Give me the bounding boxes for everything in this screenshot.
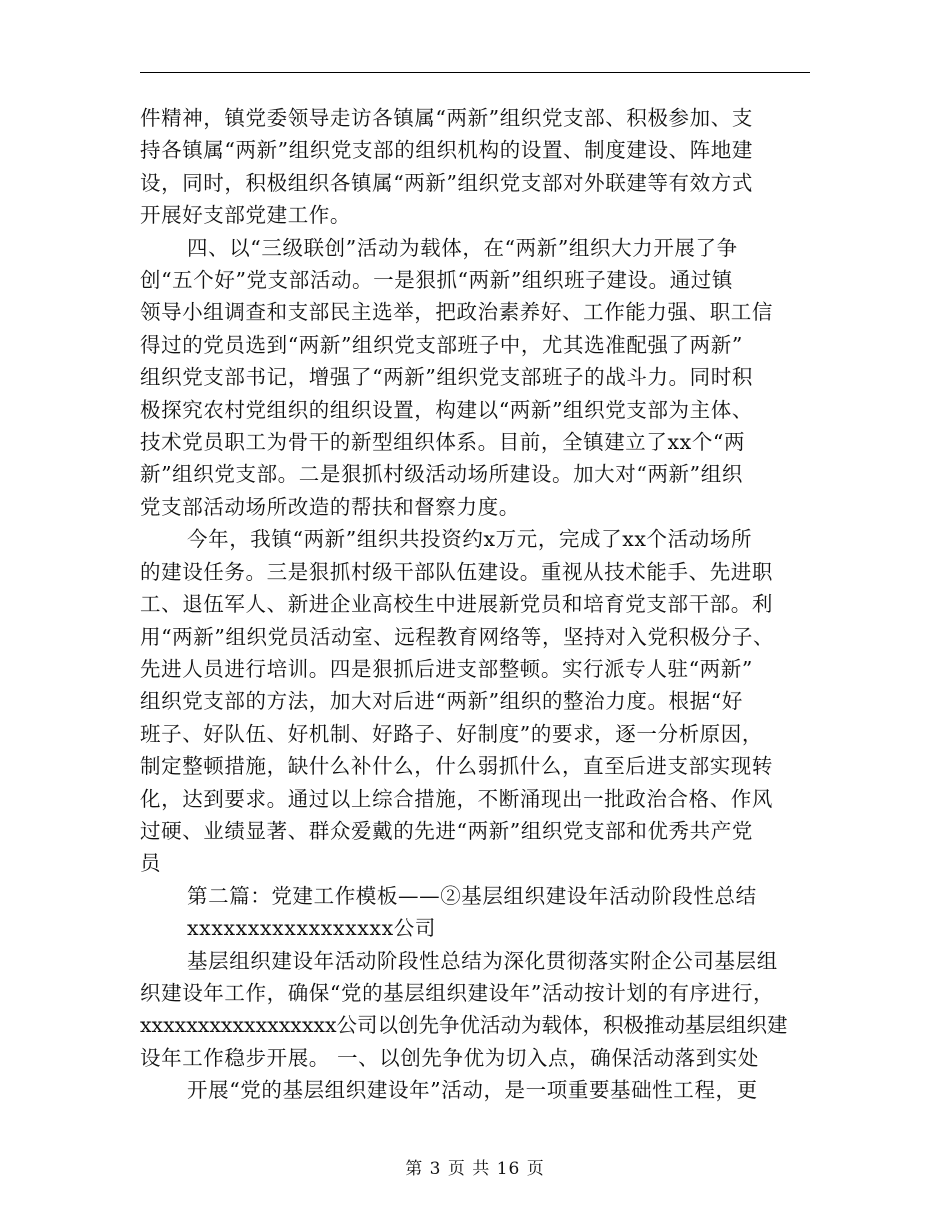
text-line: 第二篇：党建工作模板——②基层组织建设年活动阶段性总结: [187, 883, 757, 908]
text-line: 基层组织建设年活动阶段性总结为深化贯彻落实附企公司基层组: [187, 948, 778, 973]
paragraph: [140, 523, 810, 879]
text-line: 用“两新”组织党员活动室、远程教育网络等，坚持对入党积极分子、: [140, 624, 775, 649]
company-name: [140, 912, 810, 944]
text-line: 得过的党员选到“两新”组织党支部班子中，尤其选准配强了两新”: [140, 332, 743, 357]
text-line: 组织党支部书记，增强了“两新”组织党支部班子的战斗力。同时积: [140, 365, 753, 390]
text-line: 四、以“三级联创”活动为载体，在“两新”组织大力开展了争: [187, 235, 738, 260]
paragraph: [140, 1074, 810, 1106]
text-line: 党支部活动场所改造的帮扶和督察力度。: [140, 494, 520, 519]
section-heading: [140, 880, 810, 912]
text-line: 开展“党的基层组织建设年”活动，是一项重要基础性工程，更: [187, 1078, 758, 1103]
header-rule: [140, 72, 810, 73]
paragraph: [140, 232, 810, 524]
text-line: 开展好支部党建工作。: [140, 203, 351, 228]
text-line: 化，达到要求。通过以上综合措施，不断涌现出一批政治合格、作风: [140, 786, 773, 811]
text-line: 制定整顿措施，缺什么补什么，什么弱抓什么，直至后进支部实现转: [140, 754, 773, 779]
text-line: 工、退伍军人、新进企业高校生中进展新党员和培育党支部干部。利: [140, 592, 773, 617]
paragraph: [140, 102, 810, 232]
page-number-footer: 第 3 页 共 16 页: [405, 1159, 545, 1179]
text-line: xxxxxxxxxxxxxxxxx公司: [187, 916, 436, 941]
text-line: 设年工作稳步开展。 一、以创先争优为切入点，确保活动落到实处: [140, 1045, 760, 1070]
text-line: 的建设任务。三是狠抓村级干部队伍建设。重视从技术能手、先进职: [140, 559, 773, 584]
text-line: 技术党员职工为骨干的新型组织体系。目前，全镇建立了xx个“两: [140, 430, 746, 455]
text-line: 领导小组调查和支部民主选举，把政治素养好、工作能力强、职工信: [140, 300, 773, 325]
text-line: 极探究农村党组织的组织设置，构建以“两新”组织党支部为主体、: [140, 397, 753, 422]
text-line: 织建设年工作，确保“党的基层组织建设年”活动按计划的有序进行，: [140, 980, 775, 1005]
text-line: 组织党支部的方法，加大对后进“两新”组织的整治力度。根据“好: [140, 689, 743, 714]
body-text: [140, 102, 810, 1107]
paragraph: [140, 945, 810, 1075]
text-line: 件精神，镇党委领导走访各镇属“两新”组织党支部、积极参加、支: [140, 106, 753, 130]
text-line: 今年，我镇“两新”组织共投资约x万元，完成了xx个活动场所: [187, 527, 753, 552]
text-line: 创“五个好”党支部活动。一是狠抓“两新”组织班子建设。通过镇: [140, 268, 733, 293]
text-line: 班子、好队伍、好机制、好路子、好制度”的要求，逐一分析原因，: [140, 721, 763, 746]
text-line: 设，同时，积极组织各镇属“两新”组织党支部对外联建等有效方式: [140, 170, 753, 195]
text-line: 先进人员进行培训。四是狠抓后进支部整顿。实行派专人驻“两新”: [140, 656, 753, 681]
text-line: 新”组织党支部。二是狠抓村级活动场所建设。加大对“两新”组织: [140, 462, 743, 487]
text-line: xxxxxxxxxxxxxxxxx公司以创先争优活动为载体，积极推动基层组织建: [140, 1013, 788, 1038]
text-line: 过硬、业绩显著、群众爱戴的先进“两新”组织党支部和优秀共产党: [140, 818, 753, 843]
text-line: 员: [140, 851, 162, 876]
text-line: 持各镇属“两新”组织党支部的组织机构的设置、制度建设、阵地建: [140, 138, 753, 163]
